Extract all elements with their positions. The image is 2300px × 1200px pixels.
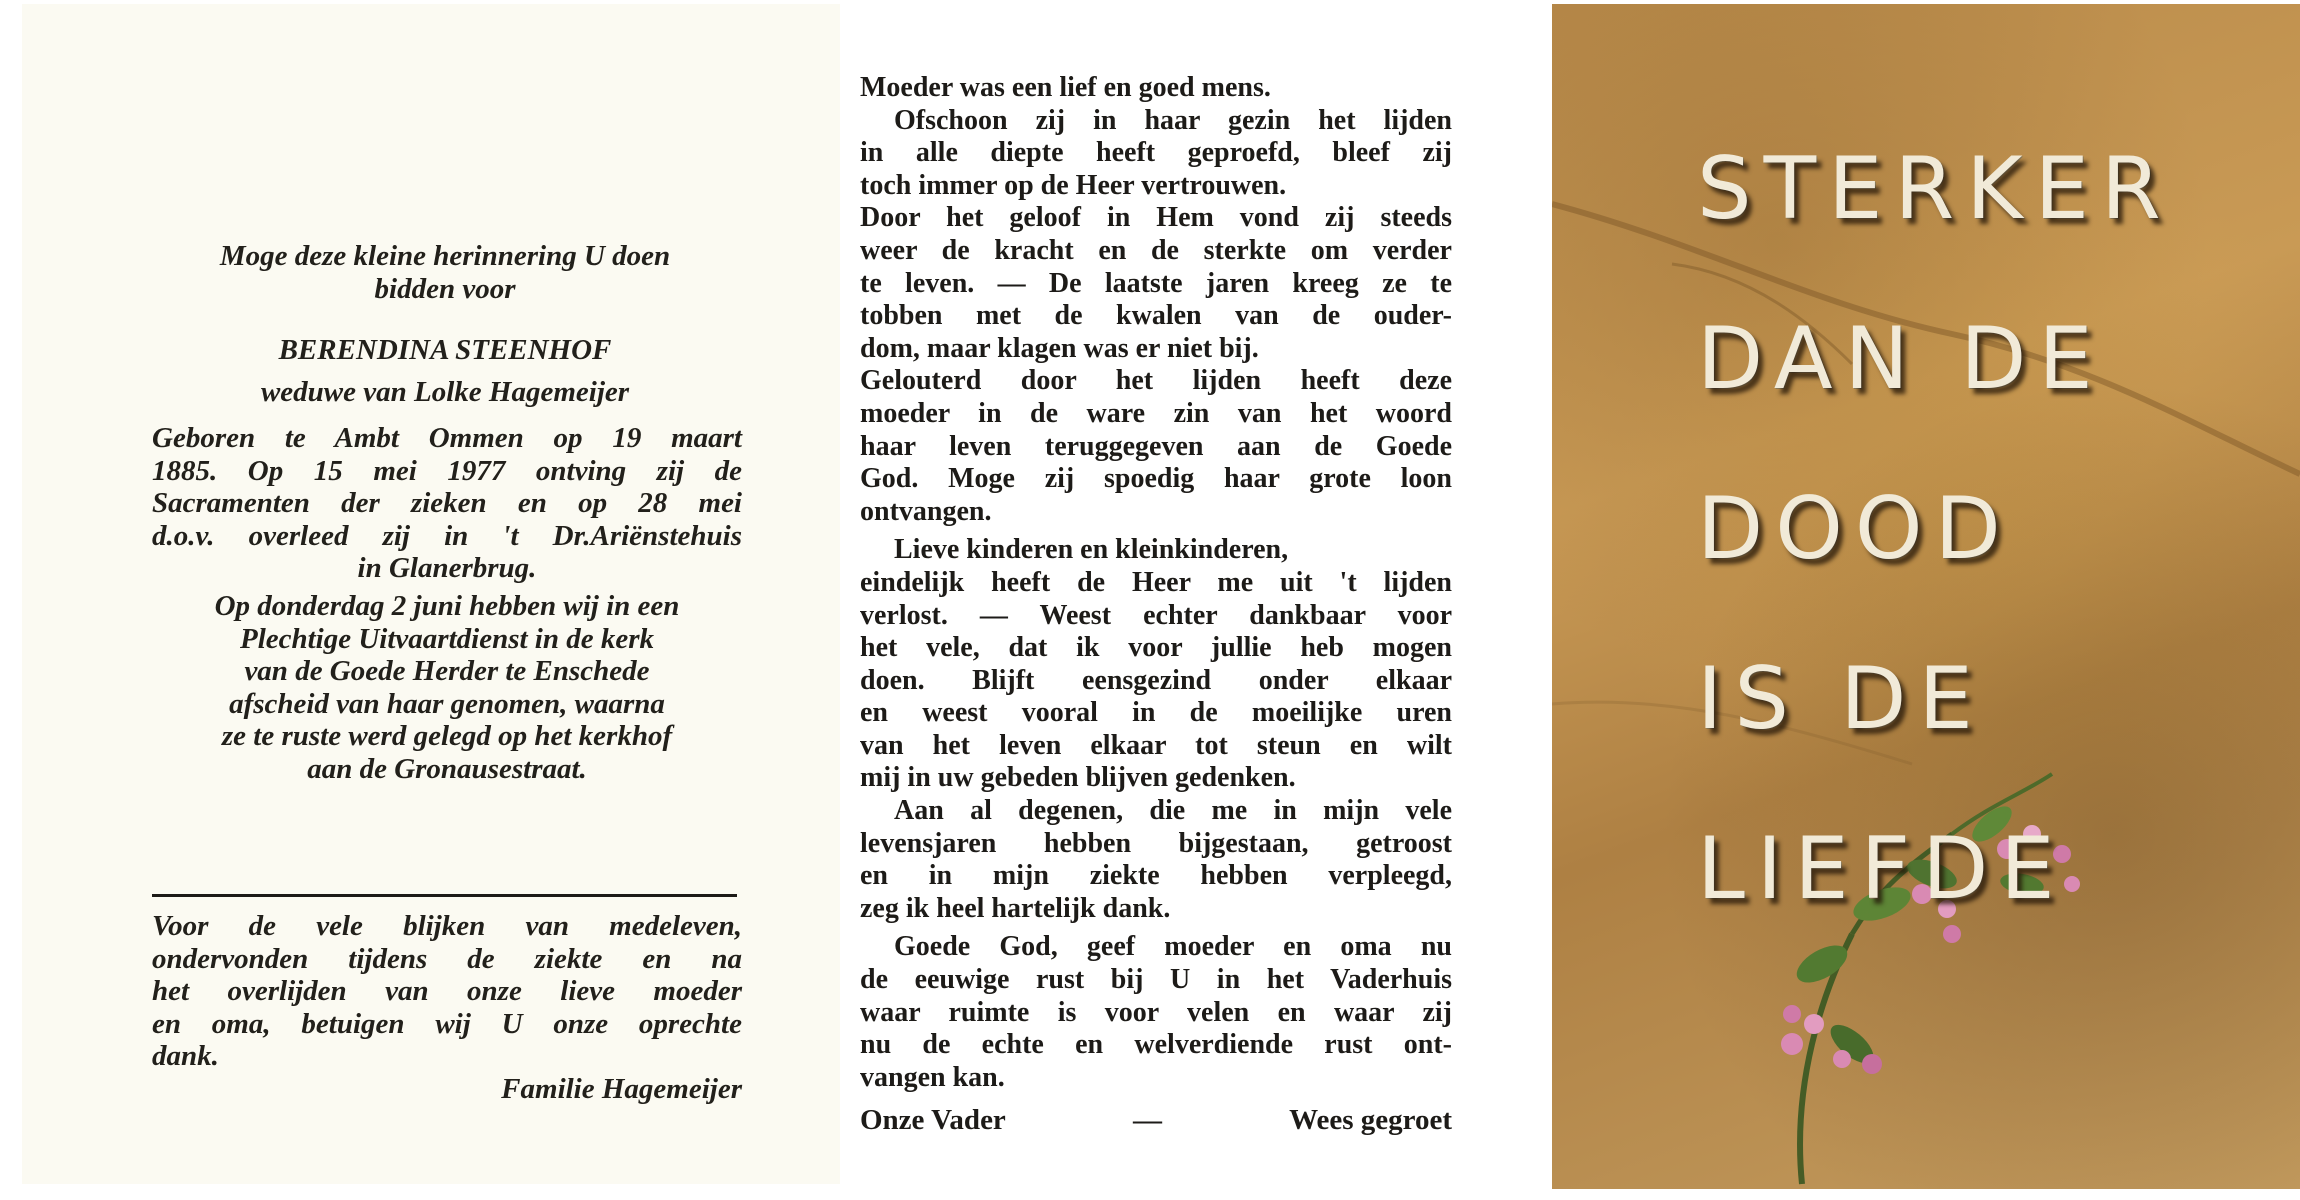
- letter-line: eindelijk heeft de Heer me uit 't lijden: [860, 566, 1452, 598]
- thanks-line: ondervonden tijdens de ziekte en na: [152, 942, 742, 975]
- inscription-line: DOOD: [1697, 479, 2013, 579]
- letter-line: moeder in de ware zin van het woord: [860, 397, 1452, 429]
- letter-line: doen. Blijft eensgezind onder elkaar: [860, 664, 1452, 696]
- prayer-hail-mary: Wees gegroet: [1289, 1104, 1452, 1136]
- letter-line: weer de kracht en de sterkte om verder: [860, 234, 1452, 266]
- letter-line: van het leven elkaar tot steun en wilt: [860, 729, 1452, 761]
- prayer-dash: —: [1132, 1104, 1162, 1136]
- middle-panel: [840, 4, 1540, 1184]
- funeral-line: afscheid van haar genomen, waarna: [229, 687, 665, 720]
- birth-line: d.o.v. overleed zij in 't Dr.Ariënstehuis: [152, 519, 742, 552]
- letter-line: het vele, dat ik voor jullie heb mogen: [860, 632, 1452, 664]
- prayer-our-father: Onze Vader: [860, 1104, 1006, 1136]
- inscription-line: STERKER: [1697, 139, 2173, 239]
- intro-line: Moge deze kleine herinnering U doen: [219, 240, 671, 272]
- widow-of-text: weduwe van Lolke Hagemeijer: [260, 376, 630, 408]
- letter-line: mij in uw gebeden blijven gedenken.: [860, 762, 1296, 794]
- inscription-line: DAN DE: [1697, 309, 2105, 409]
- left-panel: [22, 4, 840, 1184]
- letter-line: vangen kan.: [860, 1061, 1005, 1093]
- letter-line: en in mijn ziekte hebben verpleegd,: [860, 860, 1452, 892]
- letter-line: Door het geloof in Hem vond zij steeds: [860, 202, 1452, 234]
- letter-line: zeg ik heel hartelijk dank.: [860, 892, 1171, 924]
- thanks-line: het overlijden van onze lieve moeder: [152, 975, 742, 1007]
- letter-line: tobben met de kwalen van de ouder-: [860, 300, 1452, 332]
- letter-line: de eeuwige rust bij U in het Vaderhuis: [860, 964, 1452, 996]
- letter-line: Aan al degenen, die me in mijn vele: [894, 795, 1452, 827]
- letter-line: verlost. — Weest echter dankbaar voor: [860, 599, 1452, 631]
- prayers-line: [860, 1104, 1452, 1137]
- inscription-line: LIEFDE: [1697, 819, 2067, 919]
- engraved-inscription: [1697, 104, 2257, 954]
- intro-text: [150, 240, 740, 306]
- letter-line: en weest vooral in de moeilijke uren: [860, 697, 1452, 729]
- thanks-line: Voor de vele blijken van medeleven,: [152, 910, 742, 942]
- birth-death-text: [152, 422, 742, 585]
- letter-line: Moeder was een lief en goed mens.: [860, 72, 1271, 103]
- funeral-text: [152, 590, 742, 785]
- birth-line: 1885. Op 15 mei 1977 ontving zij de: [152, 454, 742, 487]
- letter-line: Lieve kinderen en kleinkinderen,: [894, 534, 1289, 566]
- letter-line: Gelouterd door het lijden heeft deze: [860, 365, 1452, 397]
- intro-line: bidden voor: [374, 273, 516, 305]
- funeral-line: Plechtige Uitvaartdienst in de kerk: [239, 622, 654, 655]
- birth-line: in Glanerbrug.: [357, 552, 537, 584]
- letter-line: haar leven teruggegeven aan de Goede: [860, 430, 1452, 462]
- thanks-line: dank.: [152, 1040, 219, 1072]
- letter-line: God. Moge zij spoedig haar grote loon: [860, 463, 1452, 495]
- inscription-line: IS DE: [1697, 649, 1985, 749]
- letter-line: te leven. — De laatste jaren kreeg ze te: [860, 267, 1452, 299]
- funeral-line: Op donderdag 2 juni hebben wij in een: [214, 590, 680, 622]
- stone-photo: [1552, 4, 2300, 1189]
- letter-line: toch immer op de Heer vertrouwen.: [860, 169, 1287, 201]
- funeral-line: van de Goede Herder te Enschede: [244, 655, 650, 687]
- letter-line: ontvangen.: [860, 495, 992, 527]
- funeral-line: ze te ruste werd gelegd op het kerkhof: [221, 720, 673, 752]
- divider-rule: [152, 894, 737, 897]
- letter-line: in alle diepte heeft geproefd, bleef zij: [860, 137, 1452, 169]
- letter-line: dom, maar klagen was er niet bij.: [860, 332, 1259, 364]
- thanks-line: en oma, betuigen wij U onze oprechte: [152, 1007, 742, 1040]
- deceased-name: BERENDINA STEENHOF: [278, 334, 612, 366]
- letter-line: Ofschoon zij in haar gezin het lijden: [894, 104, 1452, 136]
- letter-line: levensjaren hebben bijgestaan, getroost: [860, 827, 1452, 859]
- funeral-line: aan de Gronausestraat.: [307, 752, 587, 785]
- birth-line: Geboren te Ambt Ommen op 19 maart: [152, 422, 742, 454]
- letter-text: [860, 72, 1452, 1094]
- thanks-text: [152, 910, 742, 1105]
- letter-line: nu de echte en welverdiende rust ont-: [860, 1029, 1452, 1061]
- birth-line: Sacramenten der zieken en op 28 mei: [152, 487, 742, 519]
- letter-line: Goede God, geef moeder en oma nu: [894, 931, 1452, 963]
- letter-line: waar ruimte is voor velen en waar zij: [860, 996, 1452, 1028]
- signature: Familie Hagemeijer: [501, 1072, 742, 1105]
